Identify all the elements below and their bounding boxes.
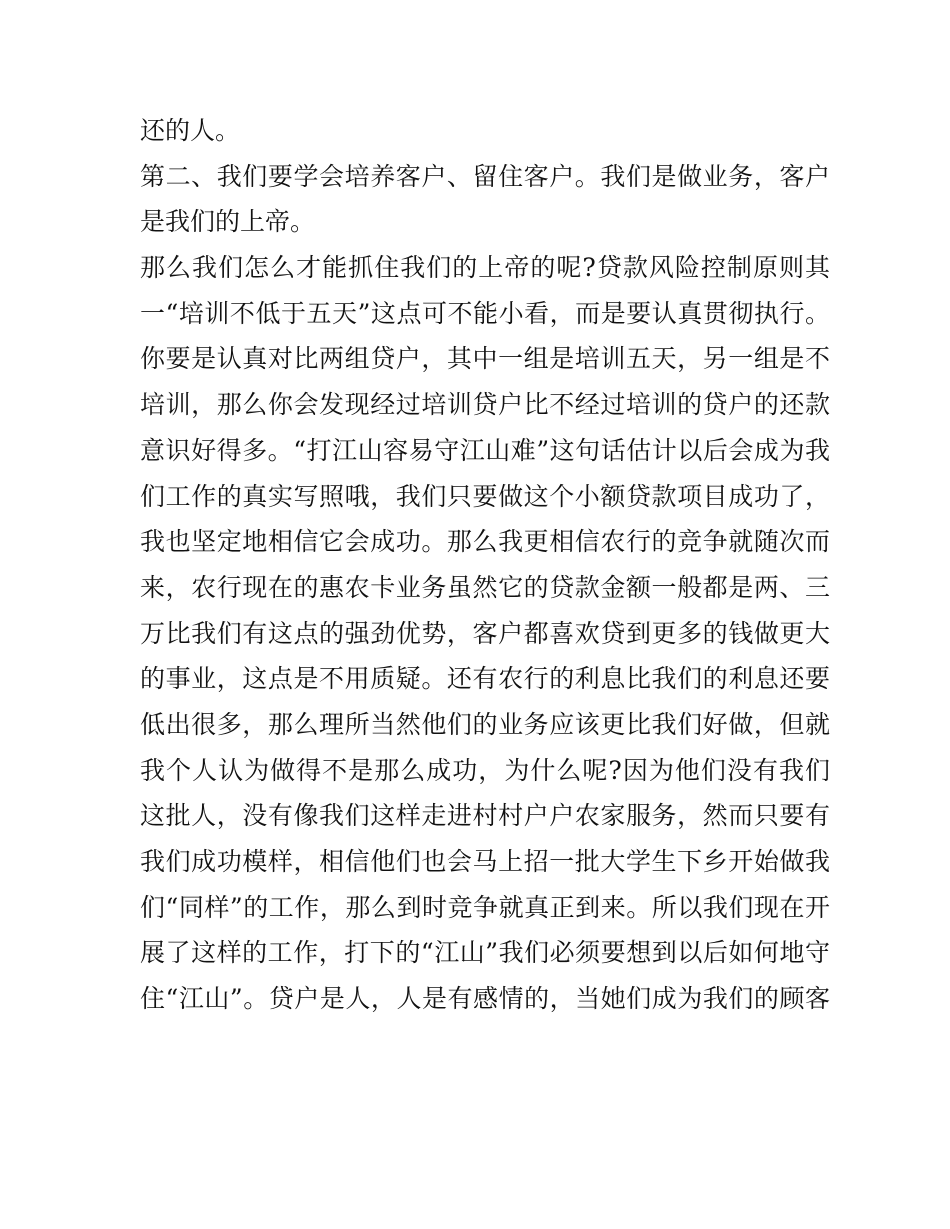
text-line: 我也坚定地相信它会成功。那么我更相信农行的竞争就随次而 bbox=[140, 527, 830, 557]
text-line: 是我们的上帝。 bbox=[140, 207, 316, 237]
text-line: 那么我们怎么才能抓住我们的上帝的呢?贷款风险控制原则其 bbox=[140, 253, 830, 283]
text-line: 万比我们有这点的强劲优势，客户都喜欢贷到更多的钱做更大 bbox=[140, 618, 830, 648]
text-line: 来，农行现在的惠农卡业务虽然它的贷款金额一般都是两、三 bbox=[140, 572, 830, 602]
text-line: 们工作的真实写照哦，我们只要做这个小额贷款项目成功了， bbox=[140, 481, 830, 511]
text-line: 第二、我们要学会培养客户、留住客户。我们是做业务，客户 bbox=[140, 161, 830, 191]
text-line: 培训，那么你会发现经过培训贷户比不经过培训的贷户的还款 bbox=[140, 390, 830, 420]
text-line: 们“同样”的工作，那么到时竞争就真正到来。所以我们现在开 bbox=[140, 892, 830, 922]
text-line: 的事业，这点是不用质疑。还有农行的利息比我们的利息还要 bbox=[140, 664, 830, 694]
text-line: 意识好得多。“打江山容易守江山难”这句话估计以后会成为我 bbox=[140, 435, 830, 465]
text-line: 还的人。 bbox=[140, 116, 241, 145]
text-line: 你要是认真对比两组贷户，其中一组是培训五天，另一组是不 bbox=[140, 344, 830, 374]
text-line: 我们成功模样，相信他们也会马上招一批大学生下乡开始做我 bbox=[140, 847, 830, 876]
text-line: 低出很多，那么理所当然他们的业务应该更比我们好做，但就 bbox=[140, 709, 830, 739]
text-line: 展了这样的工作，打下的“江山”我们必须要想到以后如何地守 bbox=[140, 938, 830, 968]
text-line: 住“江山”。贷户是人，人是有感情的，当她们成为我们的顾客 bbox=[140, 984, 830, 1014]
body-text bbox=[140, 108, 830, 1022]
text-line: 一“培训不低于五天”这点可不能小看，而是要认真贯彻执行。 bbox=[140, 298, 830, 328]
text-line: 这批人，没有像我们这样走进村村户户农家服务，然而只要有 bbox=[140, 801, 830, 831]
text-line: 我个人认为做得不是那么成功，为什么呢?因为他们没有我们 bbox=[140, 755, 830, 785]
